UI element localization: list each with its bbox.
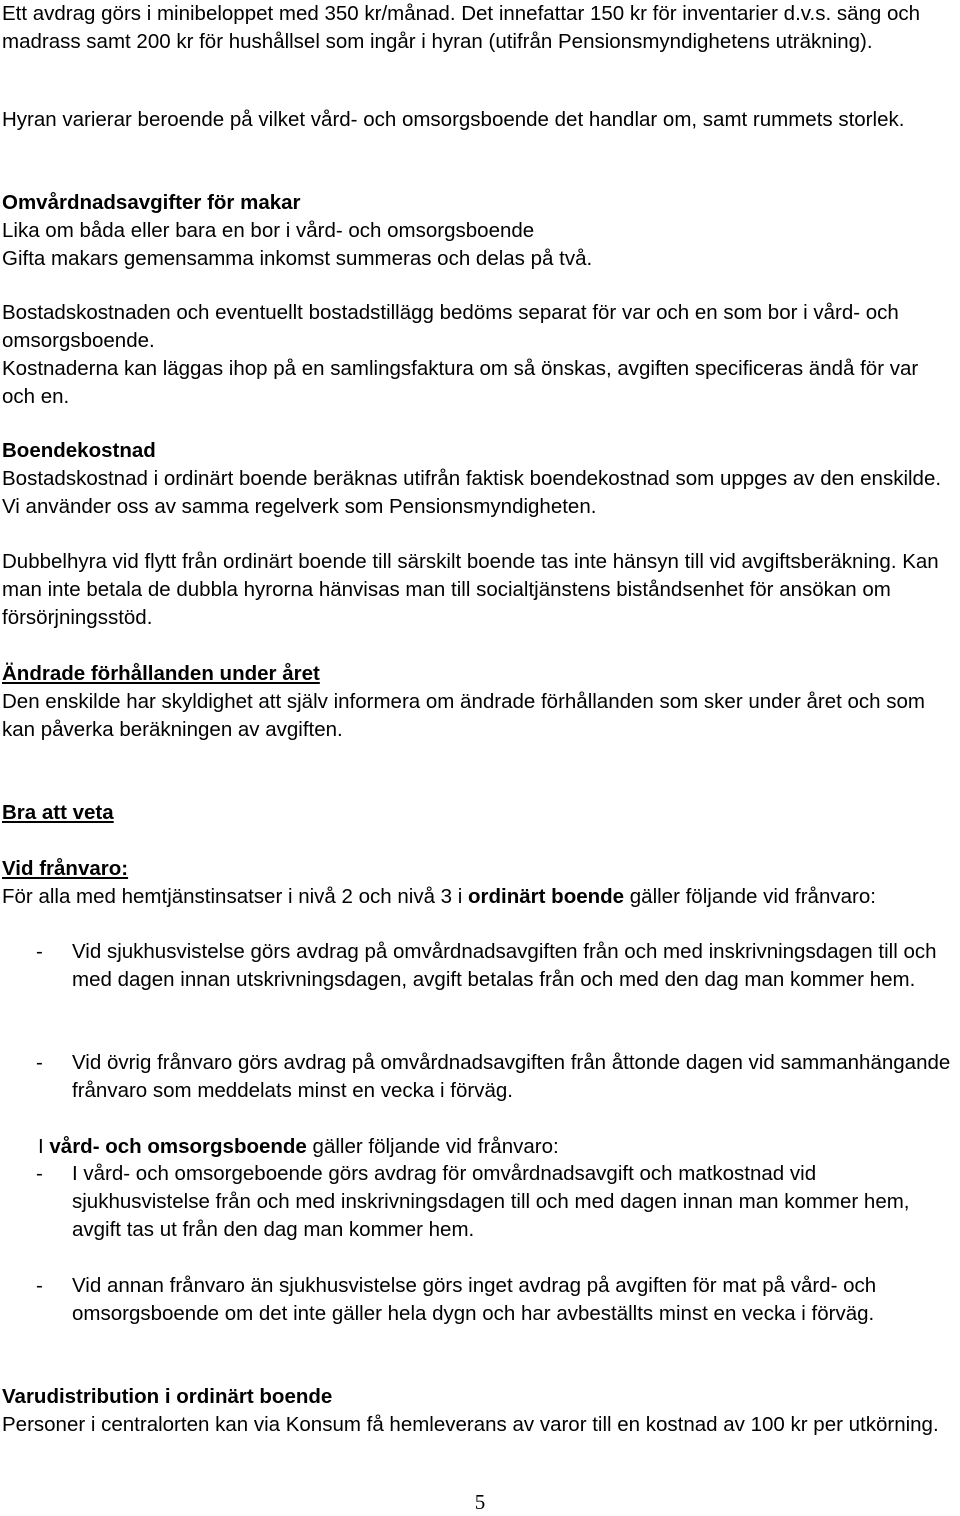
bullet-dash: - [36,940,43,963]
dubbelhyra-section [2,548,952,632]
page-number: 5 [474,1490,486,1514]
varudistribution-paragraph: Personer i centralorten kan via Konsum få hemleverans av varor till en kostnad av 100 kr per utkörning. [2,1413,939,1436]
makar-heading: Omvårdnadsavgifter för makar [2,191,301,214]
makar-paragraph-2: Kostnaderna kan läggas ihop på en samlingsfaktura om så önskas, avgiften specificeras ändå för var och en. [2,357,919,408]
bullet-dash: - [36,1162,43,1185]
hyra-section [2,106,952,134]
franvaro-bullet-1 [36,938,952,994]
varudistribution-heading: Varudistribution i ordinärt boende [2,1385,333,1408]
boendekostnad-heading: Boendekostnad [2,439,156,462]
bra-att-veta-section [2,799,952,827]
vob-bullet-2 [36,1272,952,1328]
franvaro-section [2,855,952,911]
andrade-paragraph: Den enskilde har skyldighet att själv informera om ändrade förhållanden som sker under året och som kan påverka beräkningen av avgiften. [2,690,925,741]
makar-section [2,189,952,273]
boendekostnad-paragraph-2: Dubbelhyra vid flytt från ordinärt boende till särskilt boende tas inte hänsyn till vid avgiftsberäkning. Kan man inte betala de dubbla hyrorna hänvisas man till socialtjänstens biståndsenhet för ansökan om försörjningsstöd. [2,550,939,629]
bra-att-veta-heading: Bra att veta [2,801,114,824]
franvaro-intro [2,883,952,911]
vob-intro-bold: vård- och omsorgsboende [49,1135,307,1158]
varudistribution-section [2,1383,952,1439]
bullet-text: Vid annan frånvaro än sjukhusvistelse görs inget avdrag på avgiften för mat på vård- och omsorgsboende om det inte gäller hela dygn och har avbeställts minst en vecka i förväg. [72,1274,877,1325]
boendekostnad-section [2,437,952,521]
bullet-text: Vid sjukhusvistelse görs avdrag på omvårdnadsavgiften från och med inskrivningsdagen till och med dagen innan utskrivningsdagen, avgift betalas från och med den dag man kommer hem. [72,940,937,991]
bullet-dash: - [36,1051,43,1074]
andrade-heading: Ändrade förhållanden under året [2,662,320,685]
intro-paragraph-1: Ett avdrag görs i minibeloppet med 350 kr/månad. Det innefattar 150 kr för inventarier d.v.s. säng och madrass samt 200 kr för hushållsel som ingår i hyran (utifrån Pensionsmyndighetens uträkning). [2,2,921,53]
bullet-text: I vård- och omsorgeboende görs avdrag för omvårdnadsavgift och matkostnad vid sjukhusvistelse från och med inskrivningsdagen till och med dagen innan man kommer hem, avgift tas ut från den dag man kommer hem. [72,1162,910,1241]
vob-bullet-1 [36,1160,952,1244]
andrade-section [2,660,952,744]
intro-paragraph-2: Hyran varierar beroende på vilket vård- och omsorgsboende det handlar om, samt rummets storlek. [2,108,905,131]
makar-bostad-section [2,299,952,411]
bullet-dash: - [36,1274,43,1297]
bullet-text: Vid övrig frånvaro görs avdrag på omvårdnadsavgiften från åttonde dagen vid sammanhängande frånvaro som meddelats minst en vecka i förväg. [72,1051,951,1102]
boendekostnad-paragraph-1: Bostadskostnad i ordinärt boende beräknas utifrån faktisk boendekostnad som uppges av den enskilde. Vi använder oss av samma regelverk som Pensionsmyndigheten. [2,467,942,518]
franvaro-intro-text-end: gäller följande vid frånvaro: [624,885,876,908]
franvaro-intro-text: För alla med hemtjänstinsatser i nivå 2 och nivå 3 i [2,885,469,908]
intro-section [2,0,952,56]
vob-intro [38,1133,952,1161]
vob-intro-text-end: gäller följande vid frånvaro: [306,1135,559,1158]
franvaro-intro-bold: ordinärt boende [468,885,625,908]
makar-line-1: Lika om båda eller bara en bor i vård- och omsorgsboende [2,219,535,242]
vob-intro-text: I [38,1135,50,1158]
franvaro-bullet-2 [36,1049,952,1105]
vob-intro-section [38,1133,952,1161]
franvaro-heading: Vid frånvaro: [2,857,129,880]
makar-paragraph-1: Bostadskostnaden och eventuellt bostadstillägg bedöms separat för var och en som bor i vård- och omsorgsboende. [2,301,899,352]
makar-line-2: Gifta makars gemensamma inkomst summeras och delas på två. [2,247,593,270]
